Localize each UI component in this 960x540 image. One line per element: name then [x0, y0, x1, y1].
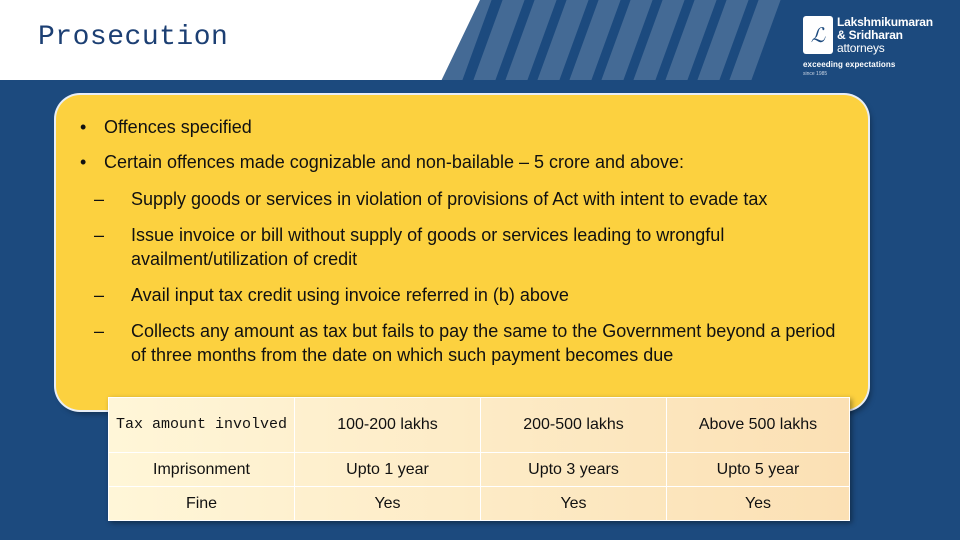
logo-name	[837, 16, 933, 55]
penalty-table	[108, 397, 850, 521]
table-cell: Yes	[667, 487, 850, 521]
table-header-cell: 100-200 lakhs	[295, 398, 481, 453]
table-row	[109, 487, 850, 521]
table-cell: Yes	[481, 487, 667, 521]
table-header-cell: Tax amount involved	[109, 398, 295, 453]
bullet-text: Certain offences made cognizable and non-bailable – 5 crore and above:	[104, 152, 685, 172]
bullet-text: Offences specified	[104, 117, 252, 137]
table-row	[109, 453, 850, 487]
content-panel	[56, 95, 868, 410]
table-cell: Upto 5 year	[667, 453, 850, 487]
table-cell: Imprisonment	[109, 453, 295, 487]
dash-icon: –	[94, 225, 105, 245]
sub-item-text: Issue invoice or bill without supply of goods or services leading to wrongful availment/utilization of credit	[131, 225, 725, 269]
bullet-icon: •	[80, 117, 87, 137]
logo-line1: Lakshmikumaran	[837, 15, 933, 29]
sub-item-text: Collects any amount as tax but fails to pay the same to the Government beyond a period of three months from the date on which such payment becomes due	[131, 321, 836, 365]
dash-icon: –	[94, 189, 105, 209]
logo-tagline: exceeding expectations	[803, 60, 896, 69]
table-cell: Fine	[109, 487, 295, 521]
dash-icon: –	[94, 321, 105, 341]
table-cell: Yes	[295, 487, 481, 521]
company-logo	[803, 16, 953, 80]
table-cell: Upto 3 years	[481, 453, 667, 487]
logo-line3: attorneys	[837, 41, 885, 55]
table-header-row	[109, 398, 850, 453]
bullet-icon: •	[80, 152, 87, 172]
sub-item-text: Avail input tax credit using invoice referred in (b) above	[131, 285, 569, 305]
logo-since: since 1985	[803, 71, 828, 77]
table-header-cell: Above 500 lakhs	[667, 398, 850, 453]
logo-monogram-icon: ℒ	[803, 16, 833, 54]
sub-item-text: Supply goods or services in violation of provisions of Act with intent to evade tax	[131, 189, 768, 209]
dash-icon: –	[94, 285, 105, 305]
table-cell: Upto 1 year	[295, 453, 481, 487]
page-title: Prosecution	[38, 22, 229, 53]
logo-line2: & Sridharan	[837, 28, 903, 42]
table-header-cell: 200-500 lakhs	[481, 398, 667, 453]
